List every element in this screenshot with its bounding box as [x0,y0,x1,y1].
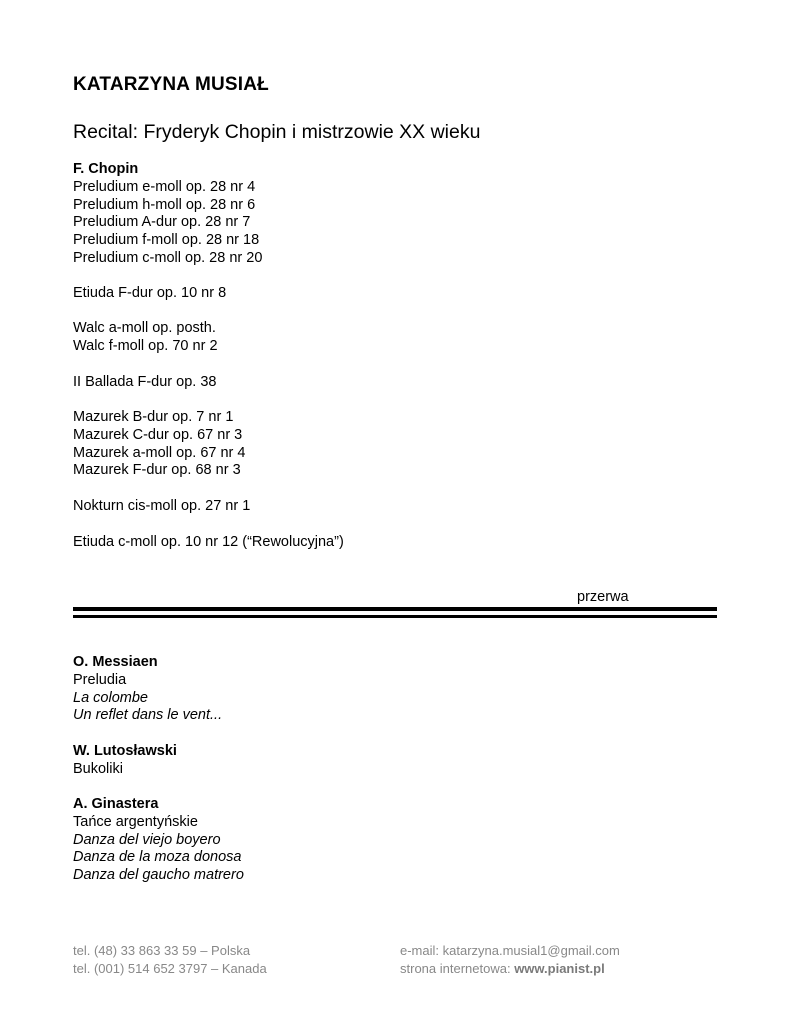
composer-ginastera: A. Ginastera [73,796,159,812]
movement-title: Danza del gaucho matrero [73,867,244,884]
divider-thin [73,615,717,618]
performer-name: KATARZYNA MUSIAŁ [73,74,269,95]
movement-title: Danza del viejo boyero [73,831,221,848]
movement-title: La colombe [73,689,148,706]
program-item: Etiuda F-dur op. 10 nr 8 [73,285,227,301]
program-item: Preludium e-moll op. 28 nr 4 [73,178,256,195]
program-group-etude [73,285,226,303]
lutoslawski-section [73,743,177,779]
program-item: Preludium f-moll op. 28 nr 18 [73,232,260,249]
work-title: Tańce argentyńskie [73,813,198,830]
messiaen-section [73,654,222,725]
work-title: Bukoliki [73,760,123,777]
program-item: Mazurek C-dur op. 67 nr 3 [73,426,243,443]
divider-thick [73,607,717,611]
chopin-section [73,161,262,268]
intermission-label: przerwa [577,589,629,605]
program-group-waltzes [73,320,218,356]
composer-messiaen: O. Messiaen [73,654,158,670]
composer-chopin: F. Chopin [73,161,139,177]
program-group-preludes [73,179,262,268]
program-item: II Ballada F-dur op. 38 [73,374,217,390]
composer-lutoslawski: W. Lutosławski [73,743,177,759]
phone-canada: tel. (001) 514 652 3797 – Kanada [73,961,267,976]
program-group-nocturne [73,498,250,516]
phone-poland: tel. (48) 33 863 33 59 – Polska [73,943,251,958]
program-item: Preludium h-moll op. 28 nr 6 [73,196,256,213]
program-group-ballade [73,374,216,392]
program-item: Walc a-moll op. posth. [73,320,216,336]
program-item: Preludium c-moll op. 28 nr 20 [73,249,263,266]
website-line [400,960,620,978]
email-link[interactable]: e-mail: katarzyna.musial1@gmail.com [400,943,620,958]
ginastera-section [73,796,244,885]
program-item: Walc f-moll op. 70 nr 2 [73,337,218,354]
footer-phones [73,942,267,978]
work-title: Preludia [73,671,127,688]
movement-title: Danza de la moza donosa [73,849,242,866]
program-item: Mazurek B-dur op. 7 nr 1 [73,409,234,425]
program-group-revolutionary-etude [73,534,344,552]
website-label: strona internetowa: [400,961,515,976]
program-group-mazurkas [73,409,245,480]
program-item: Mazurek a-moll op. 67 nr 4 [73,444,246,461]
website-link[interactable]: www.pianist.pl [514,961,605,976]
footer-contact [400,942,620,978]
movement-title: Un reflet dans le vent... [73,707,223,724]
program-item: Nokturn cis-moll op. 27 nr 1 [73,498,251,514]
program-item: Preludium A-dur op. 28 nr 7 [73,214,251,231]
program-item: Etiuda c-moll op. 10 nr 12 (“Rewolucyjna”) [73,534,344,550]
recital-title: Recital: Fryderyk Chopin i mistrzowie XX wieku [73,121,481,143]
program-item: Mazurek F-dur op. 68 nr 3 [73,462,241,479]
